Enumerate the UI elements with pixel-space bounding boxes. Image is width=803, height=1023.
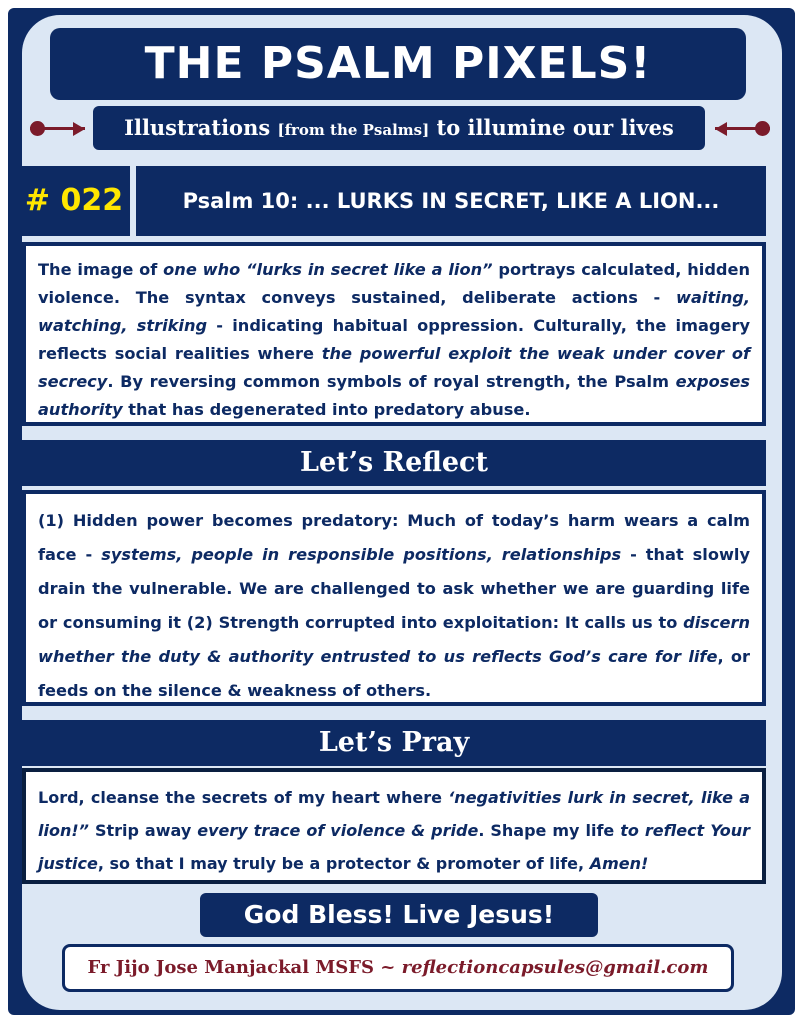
- reflect-italic-2: discern whether the duty & authority entrusted to us reflects God’s care for life: [38, 613, 750, 666]
- arrow-dot-right-icon: [755, 121, 770, 136]
- reflect-text-2: - that slowly drain the vulnerable. We are challenged to ask whether we are guarding life or consuming it (2) Strength corrupted into exploitation: It calls us to: [38, 545, 750, 632]
- pray-heading: Let’s Pray: [22, 720, 766, 766]
- page-title: THE PSALM PIXELS!: [50, 28, 746, 100]
- pray-italic-4: Amen!: [589, 854, 649, 873]
- pray-box: [22, 768, 766, 884]
- intro-paragraph: [38, 256, 750, 424]
- author-signature: [62, 944, 734, 992]
- subtitle-post: to illumine our lives: [436, 115, 674, 140]
- reflect-box: [22, 490, 766, 706]
- intro-italic-3: the powerful exploit the weak under cover of secrecy: [38, 344, 751, 391]
- pray-text-1: Lord, cleanse the secrets of my heart where: [38, 788, 449, 807]
- pray-text-2: Strip away: [88, 821, 198, 840]
- reflect-text-1: (1) Hidden power becomes predatory: Much of today’s harm wears a calm face -: [38, 511, 750, 564]
- pray-text-4: , so that I may truly be a protector & promoter of life,: [97, 854, 590, 873]
- subtitle-pre: Illustrations: [124, 115, 271, 140]
- pray-italic-3: to reflect Your justice: [38, 821, 750, 873]
- pray-italic-2: every trace of violence & pride: [197, 821, 479, 840]
- pray-text-3: . Shape my life: [478, 821, 621, 840]
- arrow-head-left-icon: [73, 122, 85, 136]
- reflect-italic-1: systems, people in responsible positions, relationships: [101, 545, 622, 564]
- intro-text-3: - indicating habitual oppression. Culturally, the imagery reflects social realities where: [38, 316, 750, 363]
- subtitle: [93, 106, 705, 150]
- intro-italic-1: one who “lurks in secret like a lion”: [163, 260, 493, 279]
- pray-paragraph: [38, 781, 750, 880]
- intro-text-5: that has degenerated into predatory abuse.: [122, 400, 531, 419]
- intro-italic-4: exposes authority: [38, 372, 750, 419]
- pray-italic-1: ‘negativities lurk in secret, like a lion!”: [38, 788, 750, 840]
- subtitle-small: [from the Psalms]: [277, 121, 430, 139]
- subtitle-row: [30, 106, 770, 150]
- author-name: Fr Jijo Jose Manjackal MSFS ~: [87, 957, 402, 978]
- intro-text-4: . By reversing common symbols of royal strength, the Psalm: [107, 372, 676, 391]
- reflect-heading: Let’s Reflect: [22, 440, 766, 486]
- intro-text-2: portrays calculated, hidden violence. The syntax conveys sustained, deliberate actions -: [38, 260, 750, 307]
- blessing-banner: God Bless! Live Jesus!: [200, 893, 598, 937]
- reflect-paragraph: [38, 504, 750, 708]
- intro-italic-2: waiting, watching, striking: [38, 288, 750, 335]
- intro-box: [22, 242, 766, 426]
- entry-number: # 022: [18, 166, 130, 236]
- intro-text-1: The image of: [38, 260, 164, 279]
- psalm-title: Psalm 10: ... LURKS IN SECRET, LIKE A LION...: [136, 166, 766, 236]
- reflect-text-3: , or feeds on the silence & weakness of others.: [38, 647, 750, 700]
- author-email[interactable]: reflectioncapsules@gmail.com: [401, 957, 709, 978]
